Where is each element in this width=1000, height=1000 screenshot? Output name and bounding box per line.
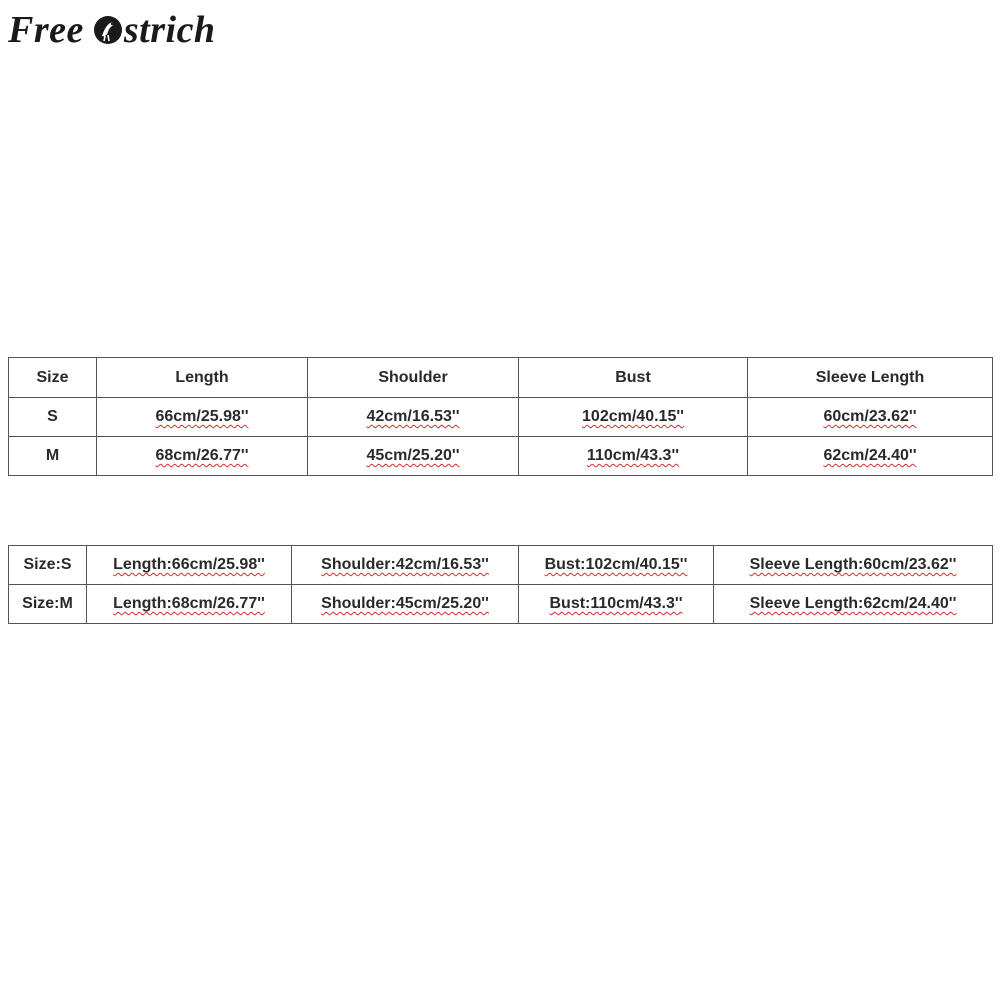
bust-value: 110cm/43.3'' xyxy=(586,447,680,464)
table-row xyxy=(9,585,993,624)
size-cell: Size:S xyxy=(9,546,87,585)
size-chart-table xyxy=(8,357,993,476)
length-value: 66cm/25.98'' xyxy=(155,408,249,425)
length-value: 68cm/26.77'' xyxy=(155,447,249,464)
header-cell: Bust xyxy=(519,358,748,398)
sleeve-length-value: Sleeve Length:60cm/23.62'' xyxy=(749,556,957,573)
bust-value: 102cm/40.15'' xyxy=(582,408,684,425)
header-cell: Sleeve Length xyxy=(748,358,993,398)
shoulder-value: 45cm/25.20'' xyxy=(366,447,460,464)
table-header-row xyxy=(9,358,993,398)
size-detail-table xyxy=(8,545,993,624)
bust-value: Bust:102cm/40.15'' xyxy=(544,556,688,573)
brand-logo xyxy=(8,8,216,52)
table-row xyxy=(9,546,993,585)
size-cell: M xyxy=(9,437,97,476)
length-value: Length:66cm/25.98'' xyxy=(113,556,265,573)
length-value: Length:68cm/26.77'' xyxy=(113,595,265,612)
size-cell: Size:M xyxy=(9,585,87,624)
ostrich-circle-icon xyxy=(92,14,124,46)
sleeve-length-value: Sleeve Length:62cm/24.40'' xyxy=(749,595,957,612)
shoulder-value: Shoulder:45cm/25.20'' xyxy=(321,595,489,612)
header-cell: Shoulder xyxy=(308,358,519,398)
brand-text-strich: strich xyxy=(123,9,216,51)
sleeve-length-value: 62cm/24.40'' xyxy=(823,447,917,464)
sleeve-length-value: 60cm/23.62'' xyxy=(823,408,917,425)
size-cell: S xyxy=(9,398,97,437)
header-cell: Size xyxy=(9,358,97,398)
brand-text-free: Free xyxy=(8,9,84,51)
shoulder-value: Shoulder:42cm/16.53'' xyxy=(321,556,489,573)
header-cell: Length xyxy=(97,358,308,398)
table-row xyxy=(9,437,993,476)
shoulder-value: 42cm/16.53'' xyxy=(366,408,460,425)
table-row xyxy=(9,398,993,437)
bust-value: Bust:110cm/43.3'' xyxy=(549,595,683,612)
